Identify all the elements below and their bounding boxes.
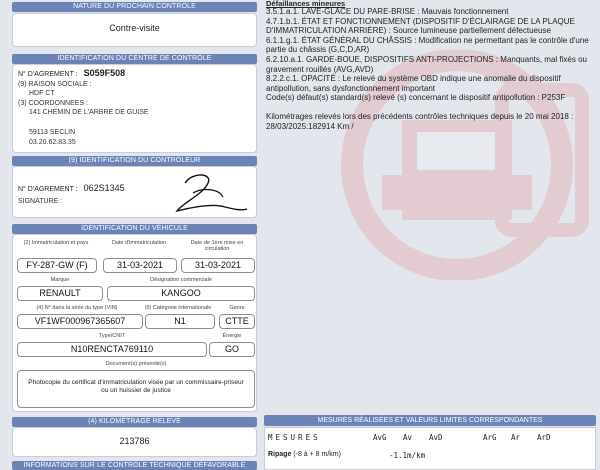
model-label: Désignation commerciale [150, 277, 212, 283]
defect-line: 6.1.1.g.1. ÉTAT GÉNÉRAL DU CHÂSSIS : Modification ne permettant pas le contrôle d'une partie du châssis (G,C,D,AR) [266, 35, 589, 55]
centre-name-value: HDF CT [29, 90, 55, 97]
category-value: N1 [145, 314, 215, 329]
measure-col-arg: ArG [483, 433, 497, 442]
controller-header: (9) IDENTIFICATION DU CONTRÔLEUR [12, 156, 257, 166]
measure-col-avg: AvG [373, 433, 387, 442]
controller-box [12, 166, 257, 218]
centre-name-label: (9) RAISON SOCIALE : [18, 81, 92, 88]
defect-line: 4.7.1.b.1. ÉTAT ET FONCTIONNEMENT (DISPOSITIF D'ÉCLAIRAGE DE LA PLAQUE D'IMMATRICULATION ARRIÈRE) : Source lumineuse partiellement défectueuse [266, 16, 575, 36]
measures-box [264, 427, 596, 470]
measure-col-ard: ArD [537, 433, 551, 442]
brand-value: RENAULT [17, 286, 103, 301]
ripage-range: (-8 à + 8 m/km) [293, 451, 341, 458]
vehicle-box [12, 234, 257, 412]
centre-header: IDENTIFICATION DU CENTRE DE CONTRÔLE [12, 54, 257, 64]
centre-coords-label: (3) COORDONNEES : [18, 100, 89, 107]
reg-value: FY-287-GW (F) [17, 258, 97, 273]
controller-agreement-value: 062S1345 [83, 183, 125, 193]
circ-date-label: Date de 1ère mise en circulation [190, 240, 244, 252]
defect-line: 6.2.10.a.1. GARDE-BOUE, DISPOSITIFS ANTI-PROJECTIONS : Manquants, mal fixés ou gravement rouillés (AVG,AVD) [266, 54, 587, 74]
defects-section [266, 0, 591, 131]
energy-value: GO [209, 342, 255, 357]
measure-col-ar: Ar [511, 433, 521, 442]
ripage-value: -1.1m/km [389, 451, 426, 460]
controller-agreement-label: N° D'AGREMENT : [18, 186, 78, 193]
genre-value: CTTE [219, 314, 255, 329]
vehicle-header: IDENTIFICATION DU VÉHICULE [12, 224, 257, 234]
centre-box [12, 64, 257, 153]
measures-title: MESURES [268, 433, 321, 442]
defect-line: 8.2.2.c.1. OPACITÉ : Le relevé du système OBD indique une anomalie du dispositif antipollution, sans dysfonctionnement important [266, 74, 561, 93]
type-label: Type/CNIT [98, 333, 126, 339]
measure-col-av: Av [403, 433, 413, 442]
centre-agreement-value: S059F508 [83, 68, 126, 78]
centre-city: 59113 SECLIN [29, 129, 76, 136]
category-label: (5) Catégorie internationale [144, 305, 212, 311]
centre-phone: 03.20.62.83.35 [29, 139, 76, 146]
reg-date-label: Date d'immatriculation [111, 240, 167, 246]
next-inspection-box [12, 13, 257, 47]
docs-value: Photocopie du certificat d'immatriculation visée par un commissaire-priseur ou un huissier de justice [17, 370, 255, 408]
docs-label: Document(s) présenté(s) [105, 361, 167, 367]
next-inspection-value: Contre-visite [109, 23, 160, 33]
centre-agreement-label: N° D'AGREMENT : [18, 71, 78, 78]
type-value: N10RENCTA769110 [17, 342, 207, 357]
measures-header: MESURES RÉALISÉES ET VALEURS LIMITES CORRESPONDANTES [264, 415, 596, 426]
defects-title: Défaillances mineures [266, 0, 346, 8]
right-column [262, 0, 600, 470]
defect-line: 3.5.1.a.1. LAVE-GLACE DU PARE-BRISE : Mauvais fonctionnement [266, 7, 509, 16]
ripage-label: Ripage [268, 451, 292, 458]
reg-date-value: 31-03-2021 [103, 258, 177, 273]
mileage-box [12, 427, 257, 457]
circ-date-value: 31-03-2021 [181, 258, 255, 273]
mileage-history: Kilométrages relevés lors des précédents contrôles techniques depuis le 20 mai 2018 : 28/03/2025:182914 Km / [266, 111, 574, 131]
measure-col-avd: AvD [429, 433, 443, 442]
mileage-value: 213786 [119, 436, 150, 446]
defect-line: Code(s) défaut(s) standard(s) relevé (s) concernant le dispositif antipollution : P253F [266, 93, 566, 103]
vin-value: VF1WF000967365607 [17, 314, 143, 329]
vin-label: (4) N° dans la série du type (VIN) [36, 305, 118, 311]
footer-header: INFORMATIONS SUR LE CONTRÔLE TECHNIQUE DÉFAVORABLE [12, 461, 257, 470]
brand-label: Marque [50, 277, 70, 283]
signature-scribble [163, 169, 253, 219]
energy-label: Énergie [222, 333, 242, 339]
model-value: KANGOO [107, 286, 255, 301]
mileage-header: (4) KILOMÉTRAGE RELEVÉ [12, 417, 257, 427]
next-inspection-header: NATURE DU PROCHAIN CONTRÔLE [12, 2, 257, 12]
genre-label: Genre [229, 305, 245, 311]
signature-label: SIGNATURE : [18, 198, 63, 205]
centre-address: 141 CHEMIN DE L'ARBRE DE GUISE [29, 109, 149, 116]
reg-label: (2) Immatriculation et pays [23, 240, 89, 246]
